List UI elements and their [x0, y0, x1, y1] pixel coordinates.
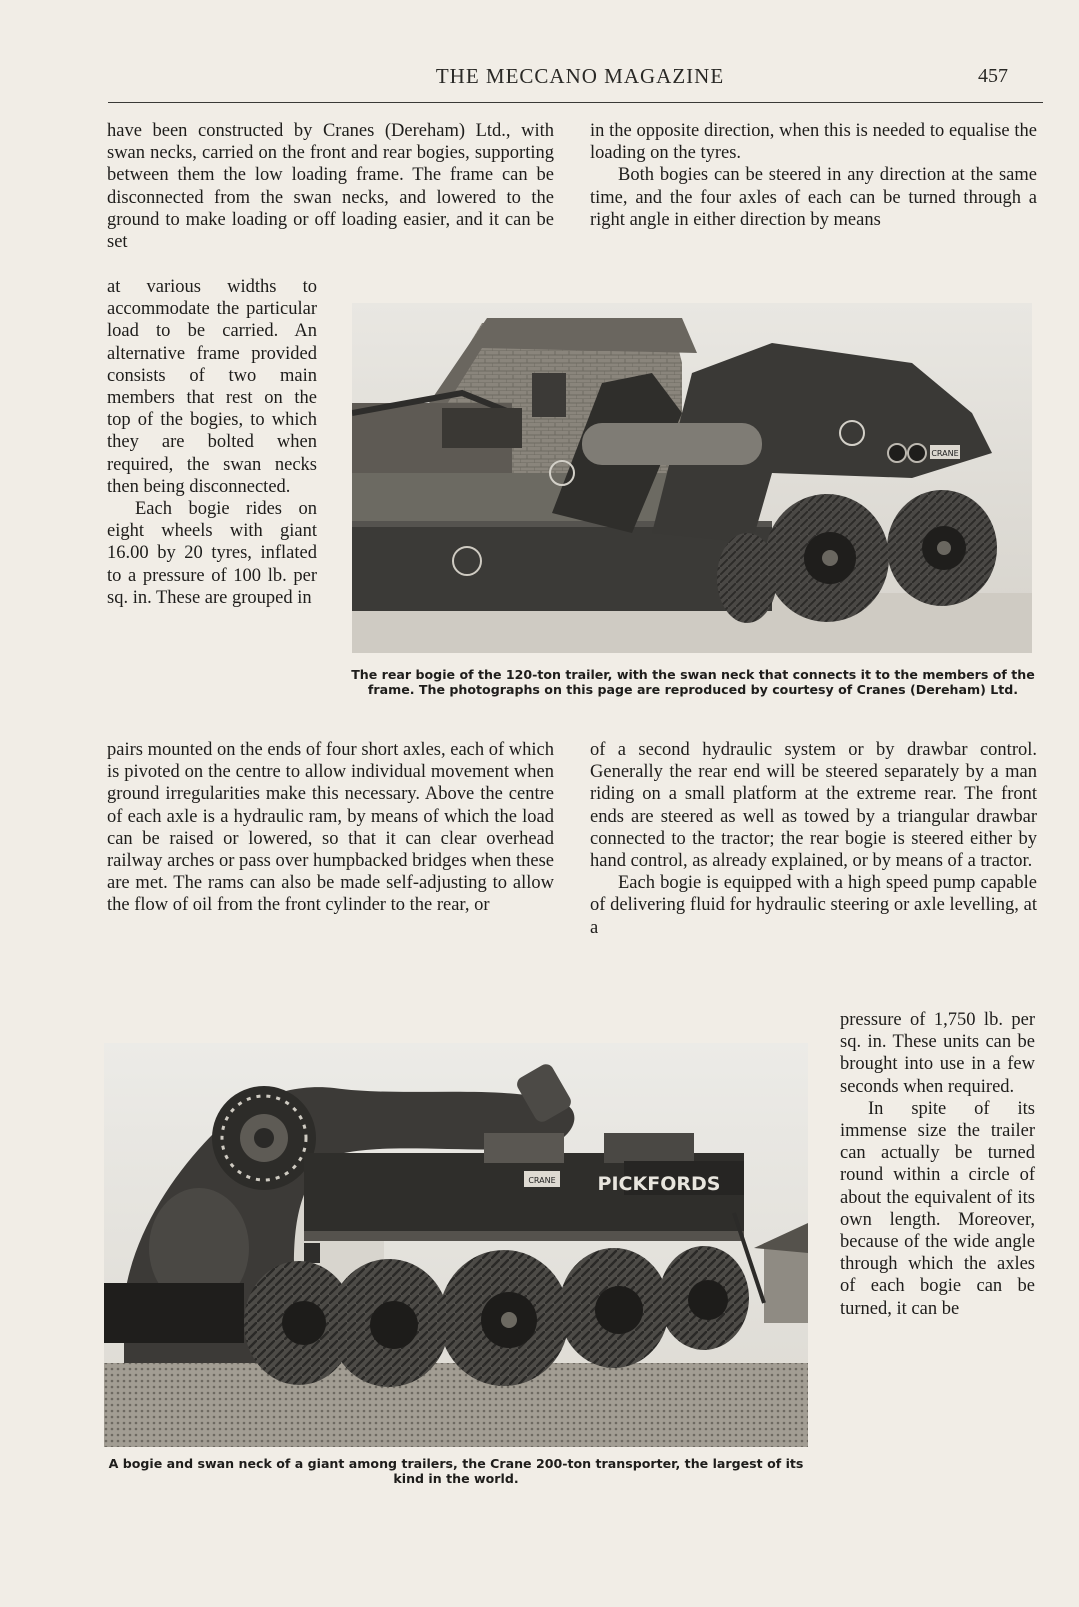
text-block-narrow-left: [107, 276, 317, 609]
text-block-top-right: [590, 120, 1037, 231]
paragraph: In spite of its immense size the trailer can actually be turned round within a circle of about the equivalent of its own length. Moreover, because of the wide angle through which the axles of each bogie can be turned, it can be: [840, 1098, 1035, 1319]
page-number: 457: [978, 65, 1008, 87]
photo-sign-text: CRANE: [931, 449, 959, 458]
photo-transporter-bogie: [104, 1043, 808, 1447]
paragraph: of a second hydraulic system or by drawbar control. Generally the rear end will be steered separately by a man riding on a small platform at the extreme rear. The front ends are steered as well as towed by a triangular drawbar connected to the tractor; the rear bogie is steered either by hand control, as already explained, or by means of a tractor.: [590, 740, 1037, 872]
text-block-mid-left: [107, 739, 554, 917]
paragraph: at various widths to accommodate the particular load to be carried. An alternative frame provided consists of two main members that rest on the top of the bogies, to which they are bolted when required, the swan necks then being disconnected.: [107, 277, 317, 497]
text-block-mid-right: [590, 739, 1037, 939]
paragraph: Each bogie rides on eight wheels with giant 16.00 by 20 tyres, inflated to a pressure of 100 lb. per sq. in. These are grouped in: [107, 499, 317, 608]
running-header-title: THE MECCANO MAGAZINE: [435, 64, 725, 88]
photo-rear-bogie: [352, 303, 1032, 653]
text-block-top-left: [107, 120, 554, 253]
figure-caption-bottom: A bogie and swan neck of a giant among trailers, the Crane 200-ton transporter, the largest of its kind in the world.: [108, 1456, 804, 1486]
paragraph: pairs mounted on the ends of four short axles, each of which is pivoted on the centre to allow individual movement when ground irregularities make this necessary. Above the centre of each axle is a hydraulic ram, by means of which the load can be raised or lowered, so that it can clear overhead railway arches or pass over humpbacked bridges when these are met. The rams can also be made self-adjusting to allow the flow of oil from the front cylinder to the rear, or: [107, 740, 554, 916]
paragraph: Both bogies can be steered in any direction at the same time, and the four axles of each can be turned through a right angle in either direction by means: [590, 165, 1037, 230]
paragraph: in the opposite direction, when this is needed to equalise the loading on the tyres.: [590, 121, 1037, 164]
photo-badge-text: CRANE: [528, 1176, 556, 1185]
figure-caption-top: The rear bogie of the 120-ton trailer, with the swan neck that connects it to the members of the frame. The photographs on this page are reproduced by courtesy of Cranes (Dereham) Ltd.: [351, 667, 1035, 697]
header-rule: [108, 102, 1043, 103]
text-block-narrow-right: [840, 1009, 1035, 1320]
photo-sign-text: PICKFORDS: [597, 1173, 721, 1195]
paragraph: pressure of 1,750 lb. per sq. in. These units can be brought into use in a few seconds when required.: [840, 1010, 1035, 1097]
paragraph: Each bogie is equipped with a high speed pump capable of delivering fluid for hydraulic steering or axle levelling, at a: [590, 873, 1037, 938]
paragraph: have been constructed by Cranes (Dereham) Ltd., with swan necks, carried on the front and rear bogies, supporting between them the low loading frame. The frame can be disconnected from the swan necks, and lowered to the ground to make loading or off loading easier, and it can be set: [107, 121, 554, 253]
